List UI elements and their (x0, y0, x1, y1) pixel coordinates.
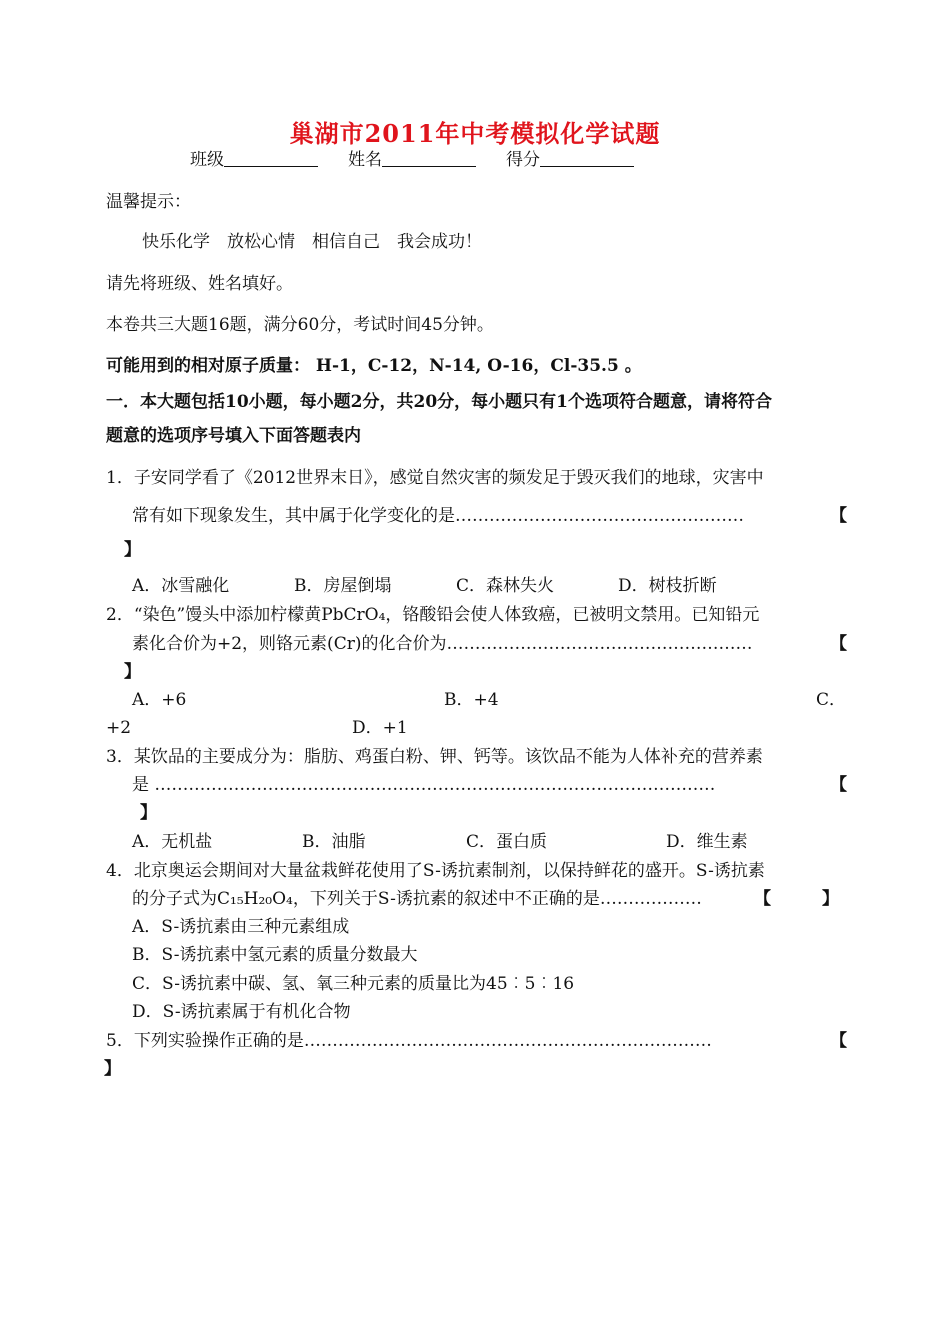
q4-option-a[interactable]: A．S-诱抗素由三种元素组成 (132, 917, 350, 937)
q1-option-c[interactable]: C．森林失火 (456, 576, 555, 596)
q1-line1: 1．子安同学看了《2012世界末日》，感觉自然灾害的频发足于毁灭我们的地球，灾害中 (106, 468, 764, 488)
exam-title: 巢湖市2011年中考模拟化学试题 (289, 119, 661, 148)
q2-line1: 2．“染色”馒头中添加柠檬黄PbCrO₄，铬酸铅会使人体致癌，已被明文禁用。已知铅元 (106, 605, 760, 625)
q3-option-b[interactable]: B．油脂 (302, 832, 366, 852)
q1-option-a[interactable]: A．冰雪融化 (132, 576, 230, 596)
q3-line2: 是 ……………………………………………………………………………………… (132, 775, 716, 795)
q2-option-b[interactable]: B．+4 (444, 690, 499, 710)
q4-bracket: 【 】 (754, 889, 839, 909)
q3-bracket-close: 】 (140, 803, 157, 823)
q1-line2: 常有如下现象发生，其中属于化学变化的是…………………………………………… (132, 506, 744, 526)
atomic-masses: 可能用到的相对原子质量： H-1，C-12，N-14, O-16，Cl-35.5 。 (106, 356, 642, 376)
q3-bracket-open: 【 (830, 775, 847, 795)
q3-option-c[interactable]: C．蛋白质 (466, 832, 548, 852)
q4-option-d[interactable]: D．S-诱抗素属于有机化合物 (132, 1002, 351, 1022)
q1-option-d[interactable]: D．树枝折断 (618, 576, 717, 596)
q2-bracket-open: 【 (830, 634, 847, 654)
q4-line1: 4．北京奥运会期间对大量盆栽鲜花使用了S-诱抗素制剂，以保持鲜花的盛开。S-诱抗素 (106, 861, 765, 881)
q2-option-a[interactable]: A．+6 (132, 690, 187, 710)
q4-line2: 的分子式为C₁₅H₂₀O₄，下列关于S-诱抗素的叙述中不正确的是……………… (132, 889, 702, 909)
q1-bracket-open: 【 (830, 506, 847, 526)
q4-option-b[interactable]: B．S-诱抗素中氢元素的质量分数最大 (132, 945, 418, 965)
q5-bracket-open: 【 (830, 1031, 847, 1051)
score-blank[interactable] (540, 148, 634, 167)
q5-line1: 5．下列实验操作正确的是……………………………………………………………… (106, 1031, 712, 1051)
q1-option-b[interactable]: B．房屋倒塌 (294, 576, 392, 596)
q1-bracket-close: 】 (124, 540, 141, 560)
section1-line1: 一．本大题包括10小题，每小题2分，共20分，每小题只有1个选项符合题意，请将符合 (106, 392, 772, 412)
q2-line2: 素化合价为+2，则铬元素(Cr)的化合价为……………………………………………… (132, 634, 753, 654)
q3-option-a[interactable]: A．无机盐 (132, 832, 213, 852)
section1-line2: 题意的选项序号填入下面答题表内 (106, 426, 361, 446)
q5-bracket-close: 】 (104, 1059, 121, 1079)
tips-heading: 温馨提示： (106, 192, 191, 212)
q3-line1: 3．某饮品的主要成分为：脂肪、鸡蛋白粉、钾、钙等。该饮品不能为人体补充的营养素 (106, 747, 763, 767)
q2-option-c-value[interactable]: +2 (106, 718, 132, 738)
class-blank[interactable] (224, 148, 318, 167)
q3-option-d[interactable]: D．维生素 (666, 832, 748, 852)
name-blank[interactable] (382, 148, 476, 167)
q2-option-d[interactable]: D．+1 (352, 718, 408, 738)
exam-info: 本卷共三大题16题，满分60分，考试时间45分钟。 (106, 315, 494, 335)
class-label: 班级 (190, 150, 224, 170)
student-fields (190, 146, 634, 174)
q2-option-c-label[interactable]: C． (816, 690, 847, 710)
q4-option-c[interactable]: C．S-诱抗素中碳、氢、氧三种元素的质量比为45︰5︰16 (132, 974, 575, 994)
score-label: 得分 (506, 150, 540, 170)
tips-motto: 快乐化学 放松心情 相信自己 我会成功！ (142, 232, 482, 252)
name-label: 姓名 (348, 150, 382, 170)
q2-bracket-close: 】 (124, 662, 141, 682)
fill-note: 请先将班级、姓名填好。 (106, 274, 293, 294)
